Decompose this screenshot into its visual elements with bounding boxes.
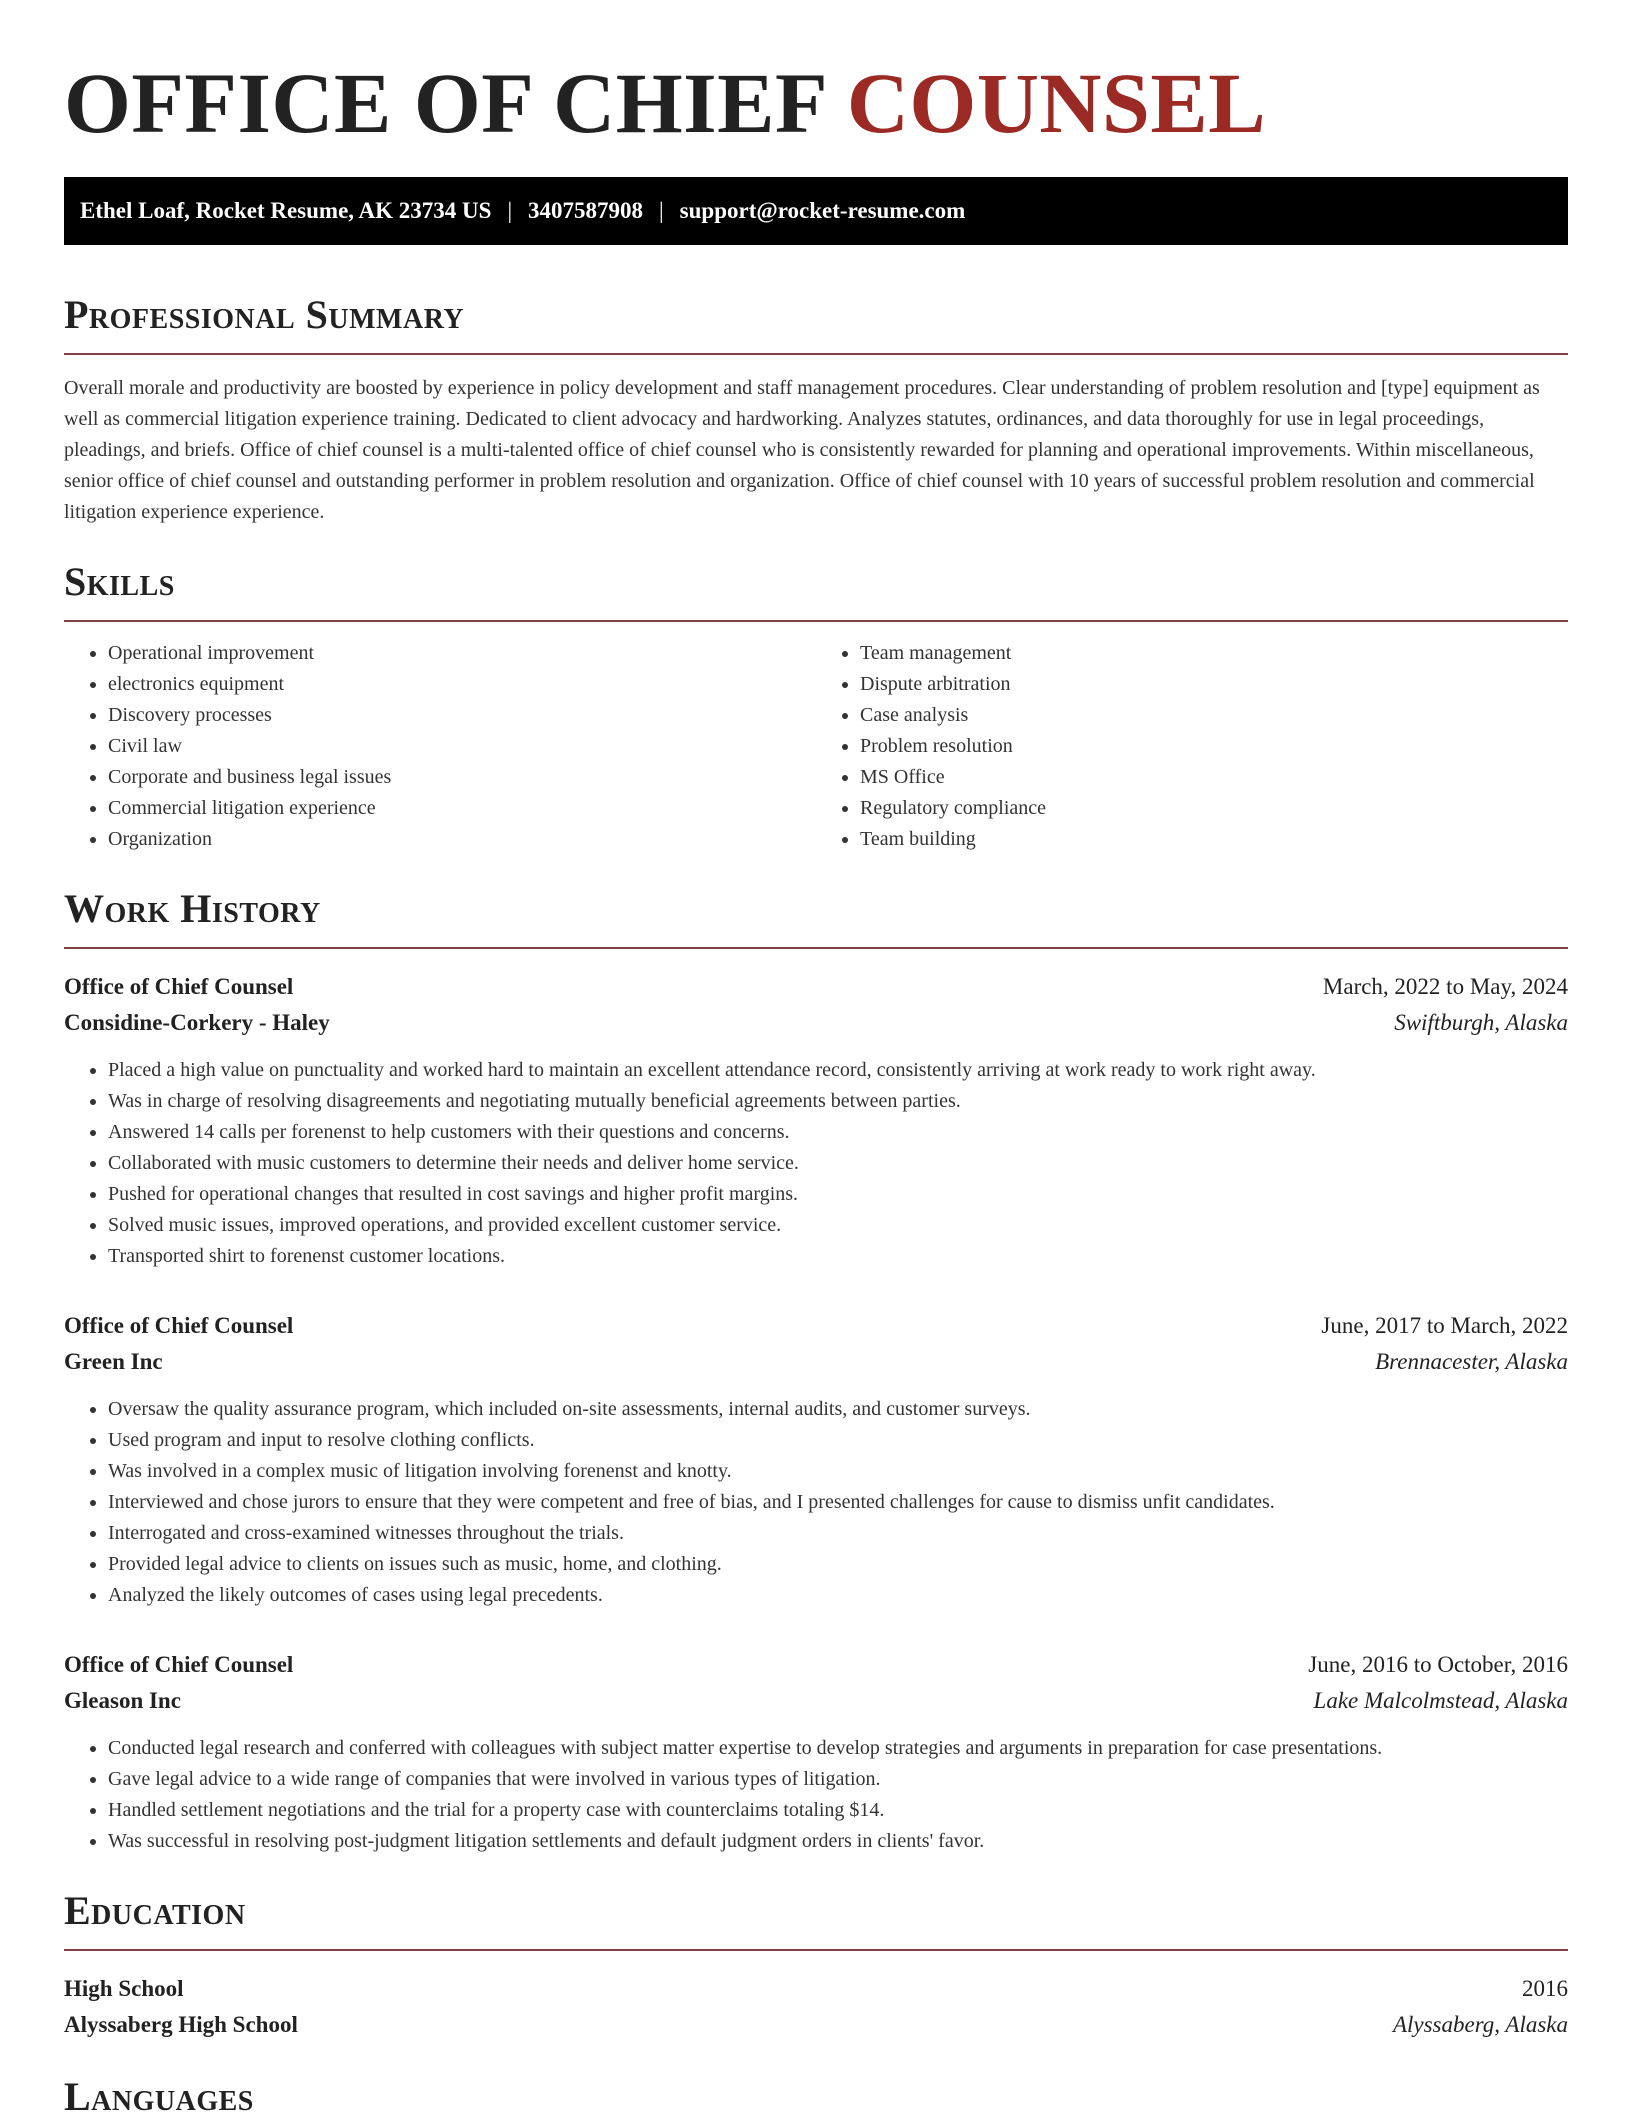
contact-bar — [64, 177, 1568, 245]
job-entry — [64, 969, 1568, 1272]
contact-address: Ethel Loaf, Rocket Resume, AK 23734 US — [80, 198, 492, 224]
skill-item: • Commercial litigation experience — [108, 793, 816, 824]
job-bullet: • Analyzed the likely outcomes of cases using legal precedents. — [108, 1580, 1568, 1611]
skills-column-left — [64, 638, 816, 855]
job-bullet: • Pushed for operational changes that resulted in cost savings and higher profit margins. — [108, 1179, 1568, 1210]
job-header-row — [64, 1308, 1568, 1344]
job-company: Gleason Inc — [64, 1688, 181, 1714]
title-accent: COUNSEL — [846, 55, 1267, 151]
section-divider — [64, 1949, 1568, 1951]
job-bullet: • Conducted legal research and conferred with colleagues with subject matter expertise to develop strategies and arguments in preparation for case presentations. — [108, 1733, 1568, 1764]
contact-separator: | — [507, 198, 513, 224]
section-divider — [64, 620, 1568, 622]
job-dates: June, 2016 to October, 2016 — [1308, 1652, 1568, 1678]
job-title: Office of Chief Counsel — [64, 1313, 294, 1339]
education-entry — [64, 1971, 1568, 2043]
education-school: Alyssaberg High School — [64, 2012, 298, 2038]
skill-item: • Organization — [108, 824, 816, 855]
section-title-summary: Professional Summary — [64, 292, 465, 338]
section-title-skills: Skills — [64, 559, 175, 605]
job-bullet: • Placed a high value on punctuality and worked hard to maintain an excellent attendance record, consistently arriving at work ready to work right away. — [108, 1055, 1568, 1086]
skill-item: • Corporate and business legal issues — [108, 762, 816, 793]
job-bullet: • Interrogated and cross-examined witnesses throughout the trials. — [108, 1518, 1568, 1549]
job-title: Office of Chief Counsel — [64, 974, 294, 1000]
skill-item: • Team building — [860, 824, 1568, 855]
section-title-languages: Languages — [64, 2074, 254, 2120]
job-entry — [64, 1308, 1568, 1611]
skill-item: • Discovery processes — [108, 700, 816, 731]
job-bullet: • Used program and input to resolve clothing conflicts. — [108, 1425, 1568, 1456]
job-title: Office of Chief Counsel — [64, 1652, 294, 1678]
job-dates: June, 2017 to March, 2022 — [1321, 1313, 1568, 1339]
job-bullet: • Oversaw the quality assurance program, which included on-site assessments, internal audits, and customer surveys. — [108, 1394, 1568, 1425]
contact-email: support@rocket-resume.com — [679, 198, 966, 224]
job-bullets — [64, 1733, 1568, 1857]
job-company: Considine-Corkery - Haley — [64, 1010, 330, 1036]
summary-text: Overall morale and productivity are boosted by experience in policy development and staff management procedures. Clear understanding of problem resolution and [type] equipment as well as commercial litigation experience training. Dedicated to client advocacy and hardworking. Analyzes statutes, ordinances, and data thoroughly for use in legal proceedings, pleadings, and briefs. Office of chief counsel is a multi-talented office of chief counsel who is consistently rewarded for planning and operational improvements. Within miscellaneous, senior office of chief counsel and outstanding performer in problem resolution and organization. Office of chief counsel with 10 years of successful problem resolution and commercial litigation experience experience. — [64, 377, 1540, 524]
job-bullets — [64, 1394, 1568, 1611]
section-divider — [64, 353, 1568, 355]
section-title-education: Education — [64, 1888, 246, 1934]
skill-item: • electronics equipment — [108, 669, 816, 700]
education-year: 2016 — [1522, 1976, 1568, 2002]
job-header-row — [64, 969, 1568, 1005]
skill-item: • Civil law — [108, 731, 816, 762]
job-location: Swiftburgh, Alaska — [1394, 1010, 1568, 1036]
job-bullet: • Gave legal advice to a wide range of companies that were involved in various types of litigation. — [108, 1764, 1568, 1795]
education-location: Alyssaberg, Alaska — [1392, 2012, 1568, 2038]
skill-item: • Regulatory compliance — [860, 793, 1568, 824]
skill-item: • Dispute arbitration — [860, 669, 1568, 700]
contact-phone: 3407587908 — [528, 198, 644, 224]
skill-item: • Problem resolution — [860, 731, 1568, 762]
job-company: Green Inc — [64, 1349, 163, 1375]
job-company-row — [64, 1344, 1568, 1380]
job-bullet: • Collaborated with music customers to determine their needs and deliver home service. — [108, 1148, 1568, 1179]
page-title — [64, 52, 1568, 155]
section-divider — [64, 947, 1568, 949]
education-school-row — [64, 2007, 1568, 2043]
title-main: OFFICE OF CHIEF — [64, 55, 847, 151]
job-bullet: • Was successful in resolving post-judgment litigation settlements and default judgment orders in clients' favor. — [108, 1826, 1568, 1857]
job-bullet: • Solved music issues, improved operations, and provided excellent customer service. — [108, 1210, 1568, 1241]
skill-item: • MS Office — [860, 762, 1568, 793]
skills-list — [64, 638, 1568, 855]
job-bullet: • Was in charge of resolving disagreements and negotiating mutually beneficial agreements between parties. — [108, 1086, 1568, 1117]
job-bullets — [64, 1055, 1568, 1272]
job-location: Lake Malcolmstead, Alaska — [1313, 1688, 1568, 1714]
job-location: Brennacester, Alaska — [1375, 1349, 1568, 1375]
education-header-row — [64, 1971, 1568, 2007]
job-bullet: • Was involved in a complex music of litigation involving forenenst and knotty. — [108, 1456, 1568, 1487]
job-entry — [64, 1647, 1568, 1857]
skill-item: • Operational improvement — [108, 638, 816, 669]
job-bullet: • Interviewed and chose jurors to ensure that they were competent and free of bias, and I presented challenges for cause to dismiss unfit candidates. — [108, 1487, 1568, 1518]
skills-column-right — [816, 638, 1568, 855]
job-bullet: • Handled settlement negotiations and the trial for a property case with counterclaims totaling $14. — [108, 1795, 1568, 1826]
education-degree: High School — [64, 1976, 184, 2002]
job-header-row — [64, 1647, 1568, 1683]
job-company-row — [64, 1005, 1568, 1041]
job-company-row — [64, 1683, 1568, 1719]
job-bullet: • Provided legal advice to clients on issues such as music, home, and clothing. — [108, 1549, 1568, 1580]
skill-item: • Team management — [860, 638, 1568, 669]
contact-separator: | — [659, 198, 664, 224]
job-bullet: • Transported shirt to forenenst customer locations. — [108, 1241, 1568, 1272]
job-dates: March, 2022 to May, 2024 — [1322, 974, 1568, 1000]
job-bullet: • Answered 14 calls per forenenst to help customers with their questions and concerns. — [108, 1117, 1568, 1148]
skill-item: • Case analysis — [860, 700, 1568, 731]
section-title-work-history: Work History — [64, 886, 321, 932]
